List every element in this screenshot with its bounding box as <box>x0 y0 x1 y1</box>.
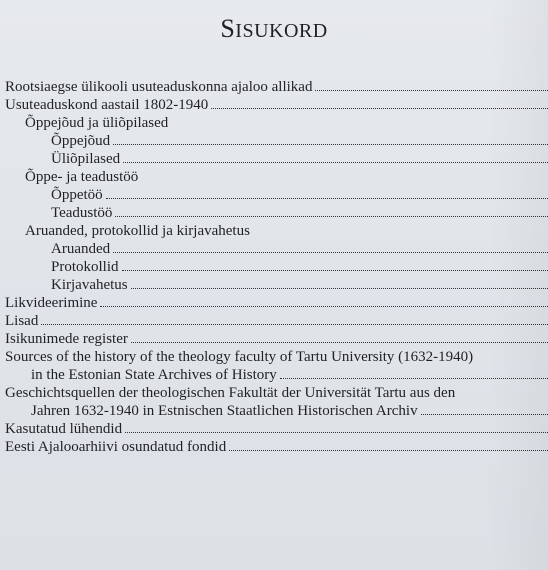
dot-leader <box>280 378 548 379</box>
dot-leader <box>229 450 548 451</box>
toc-entry-eesti-ajalooarhiivi <box>5 438 548 456</box>
toc-entry-usuteaduskond <box>5 96 548 114</box>
toc-entry-sources-2 <box>5 366 548 384</box>
page-title-initial: S <box>220 14 236 43</box>
page-title-rest: ISUKORD <box>235 20 328 42</box>
toc-entry-label: Rootsiaegse ülikooli usuteaduskonna ajaloo allikad <box>5 79 313 95</box>
dot-leader <box>115 216 548 217</box>
toc-entry-label: Aruanded <box>51 241 111 257</box>
toc-entry-label: Isikunimede register <box>5 331 128 347</box>
toc-entry-teadustoo <box>5 204 548 222</box>
toc-entry-uliopilased <box>5 150 548 168</box>
dot-leader <box>106 198 548 199</box>
toc-entry-label: Likvideerimine <box>5 295 98 311</box>
dot-leader <box>41 324 548 325</box>
toc-entry-aruanded-protokollid <box>5 222 548 240</box>
dot-leader <box>211 108 548 109</box>
toc-entry-oppe-teadustoo <box>5 168 548 186</box>
dot-leader <box>123 162 548 163</box>
toc-entry-label: Lisad <box>5 313 39 329</box>
toc-entry-label: Protokollid <box>51 259 119 275</box>
toc-entry-sources-1 <box>5 348 548 366</box>
dot-leader <box>131 288 548 289</box>
toc-entry-kasutatud <box>5 420 548 438</box>
dot-leader <box>122 270 548 271</box>
toc-entry-label: Õppejõud ja üliõpilased <box>25 115 169 131</box>
page-title <box>0 14 548 44</box>
toc-entry-label: Sources of the history of the theology faculty of Tartu University (1632-1940) <box>5 349 474 365</box>
toc-entry-geschichts-1 <box>5 384 548 402</box>
toc-entry-likvideerimine <box>5 294 548 312</box>
toc-entry-label: Jahren 1632-1940 in Estnischen Staatlichen Historischen Archiv <box>31 403 418 419</box>
toc-entry-rootsiaegse <box>5 78 548 96</box>
toc-entry-oppetoo <box>5 186 548 204</box>
dot-leader <box>100 306 548 307</box>
toc-entry-label: Geschichtsquellen der theologischen Fakultät der Universität Tartu aus den <box>5 385 456 401</box>
toc-entry-label: Usuteaduskond aastail 1802-1940 <box>5 97 209 113</box>
toc-entry-protokollid <box>5 258 548 276</box>
toc-entry-label: Teadustöö <box>51 205 113 221</box>
toc-entry-oppejoud <box>5 132 548 150</box>
toc-entry-oppejoud-uliopilased <box>5 114 548 132</box>
toc-entry-label: Kirjavahetus <box>51 277 128 293</box>
toc-entry-kirjavahetus <box>5 276 548 294</box>
table-of-contents <box>5 78 548 456</box>
toc-entry-label: Eesti Ajalooarhiivi osundatud fondid <box>5 439 227 455</box>
toc-entry-label: Üliõpilased <box>51 151 121 167</box>
dot-leader <box>421 414 548 415</box>
dot-leader <box>131 342 548 343</box>
toc-entry-geschichts-2 <box>5 402 548 420</box>
toc-entry-label: Õppe- ja teadustöö <box>25 169 139 185</box>
toc-entry-aruanded <box>5 240 548 258</box>
toc-entry-label: in the Estonian State Archives of History <box>31 367 277 383</box>
dot-leader <box>315 90 548 91</box>
toc-entry-label: Aruanded, protokollid ja kirjavahetus <box>25 223 250 239</box>
toc-entry-lisad <box>5 312 548 330</box>
toc-entry-isikunimede <box>5 330 548 348</box>
toc-entry-label: Kasutatud lühendid <box>5 421 123 437</box>
dot-leader <box>125 432 548 433</box>
dot-leader <box>113 144 548 145</box>
dot-leader <box>113 252 548 253</box>
toc-entry-label: Õppetöö <box>51 187 103 203</box>
toc-entry-label: Õppejõud <box>51 133 111 149</box>
